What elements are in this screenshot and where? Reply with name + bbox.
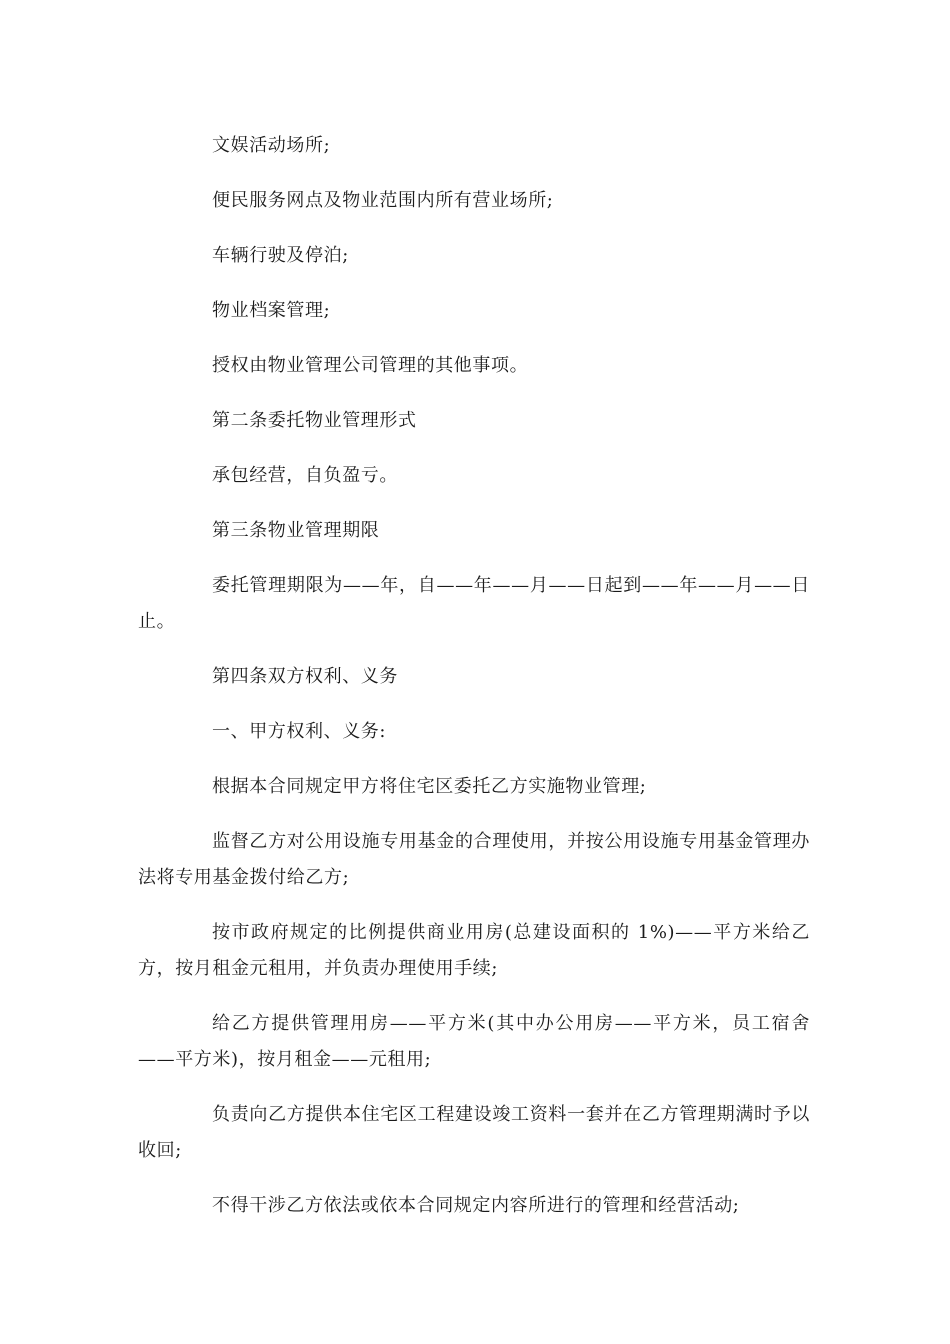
- paragraph-other-matters: 授权由物业管理公司管理的其他事项。: [212, 355, 529, 376]
- article-2-heading: 第二条委托物业管理形式: [212, 410, 417, 431]
- document-body: [138, 128, 810, 1243]
- paragraph-recreation-venues: 文娱活动场所;: [212, 135, 331, 156]
- paragraph-completion-documents: 负责向乙方提供本住宅区工程建设竣工资料一套并在乙方管理期满时予以收回;: [138, 1104, 810, 1161]
- paragraph-non-interference: 不得干涉乙方依法或依本合同规定内容所进行的管理和经营活动;: [212, 1195, 740, 1216]
- article-3-heading: 第三条物业管理期限: [212, 520, 380, 541]
- paragraph-commercial-premises: 按市政府规定的比例提供商业用房(总建设面积的 1%)——平方米给乙方，按月租金元租用，并负责办理使用手续;: [138, 922, 810, 979]
- article-4-heading: 第四条双方权利、义务: [212, 666, 398, 687]
- paragraph-contract-operation: 承包经营，自负盈亏。: [212, 465, 398, 486]
- paragraph-entrust-management: 根据本合同规定甲方将住宅区委托乙方实施物业管理;: [212, 776, 647, 797]
- paragraph-service-outlets: 便民服务网点及物业范围内所有营业场所;: [212, 190, 554, 211]
- paragraph-archive-management: 物业档案管理;: [212, 300, 331, 321]
- paragraph-management-premises: 给乙方提供管理用房——平方米(其中办公用房——平方米，员工宿舍——平方米)，按月租金——元租用;: [138, 1013, 810, 1070]
- paragraph-vehicle-parking: 车辆行驶及停泊;: [212, 245, 349, 266]
- paragraph-fund-supervision: 监督乙方对公用设施专用基金的合理使用，并按公用设施专用基金管理办法将专用基金拨付给乙方;: [138, 831, 810, 888]
- party-a-rights-heading: 一、甲方权利、义务:: [212, 721, 387, 742]
- paragraph-management-term: 委托管理期限为——年，自——年——月——日起到——年——月——日止。: [138, 575, 810, 632]
